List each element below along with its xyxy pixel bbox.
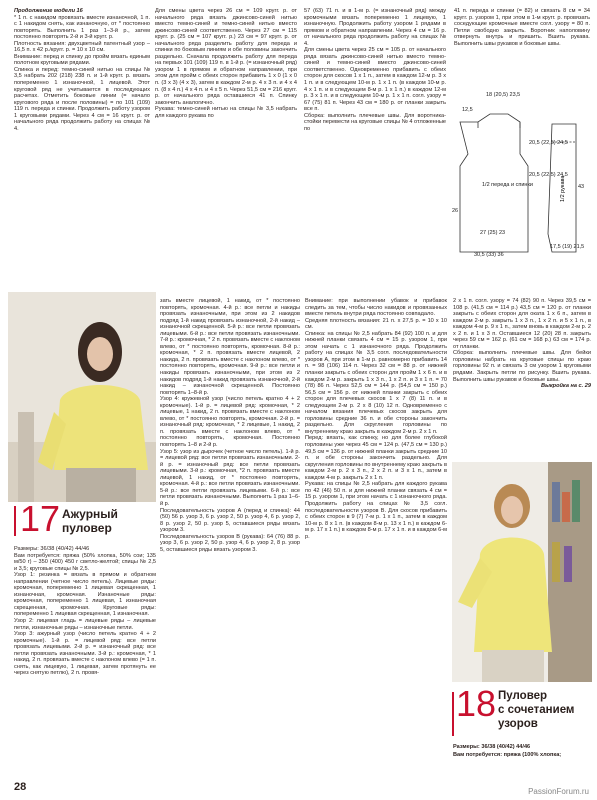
model18-title-line2: с сочетанием: [498, 704, 575, 716]
paragraph: Сборка: выполнить плечевые швы. Для воротника-стойки перевести на круговые спицы № 4 отложенные по: [304, 112, 446, 132]
paragraph: Узор 4: кружевной узор (число петель кратно 4 + 2 кромочные). 1-й р. = лицевой ряд: кромочная, * 2 лицевые, 1 накид, 2 п. провязать вместе с наклоном влево, от * постоянно повторять, кромочная. 2-й р. = изнаночный ряд: кромочная, * 2 лицевые, 1 накид, 2 п. провязать вместе с наклоном влево, от * постоянно повторять, кромочная. Постоянно повторять 1–8 и 2-й р.: [160, 396, 300, 449]
col3-mid-text: [305, 298, 447, 780]
dim-label: 18 (20,5) 23,5: [486, 92, 521, 98]
paragraph: зать вместе лицевой, 1 накид, от * постоянно повторять, кромочная. 4-й р.: все петли и накиды провязать изнаночными, при этом из 2 накидов подряд 1-й накид провязать изнаночной, 2-й накид – изнаночной скрещенной. 5-й р.: все петли провязать лицевыми. 6-й р.: все петли провязать изнаночными. 7-й р.: кромочная, * 2 п. провязать вместе с наклоном влево, от * постоянно повторять, кромочная. 8-й р.: кромочная, * 2 п. провязать вместе лицевой, 2 накида, 2 п. провязать вместе с наклоном влево, от * постоянно повторять, кромочная. 9-й р.: все петли и накиды провязать изнаночными, при этом из 2 накидов подряд 1-й накид провязать изнаночной, 2-й накид – изнаночной скрещенной. Постоянно повторять 1–8-й р.: [160, 298, 300, 396]
paragraph: Узор 1: резинка = вязать в прямом и обратном направлении (четное число петель). Лицевые ряды: кромочная, попеременно 1 лицевая скрещенная, 1 изнаночная, кромочная. Изнаночные ряды: кромочная, попеременно 1 лицевая, 1 изнаночная скрещенная, кромочная. Круговые ряды: попеременно 1 лицевая скрещенная, 1 изнаночная.: [14, 572, 156, 618]
model18-title-line3: узоров: [498, 718, 538, 730]
paragraph: 2 х 1 п. согл. узору = 74 (82) 90 п. Через 39,5 см = 108 р. (41,5 см = 114 р.) 43,5 см = 120 р. от планки закрыть с обеих сторон для оката 1 х 6 п., затем в каждом 2-м р. закрыть 1 х 3 п., 1 х 2 п. и 5 х 1 п., в каждом 4-м р. 9 х 1 п., затем вновь в каждом 2-м р. 2 х 2 п. и 1 х 3 п. Оставшиеся 12 (20) 28 п. закрыть через 59 см = 162 р. (61 см = 168 р.) 63 см = 174 р. от планки.: [453, 298, 591, 350]
paragraph: 57 (63) 71 п. и в 1-м р. (= изнаночный ряд) между кромочными вязать попеременно 1 лицевую, 1 изнаночную. Продолжить работу узором 1 рядами в прямом и обратном направлении. Через 4 см = 16 р. от начального ряда продолжить работу на спицах № 4.: [304, 8, 446, 47]
paragraph: * 1 п. с накидом провязать вместе изнаночной, 1 п. с 1 накидом снять, как изнаночную, от * постоянно повторять. Выполнить 1 раз 1–3-й р., затем постоянно повторять 2-й и 3-й кругг. р.: [14, 14, 150, 41]
paragraph: Плотность вязания: двухцветный патентный узор – 16,5 п. х 42 р./кругг. р. = 10 х 10 см.: [14, 40, 150, 54]
dim-label: 1/2 переда и спинки: [482, 182, 533, 188]
paragraph: Внимание: при выполнении убавок и прибавок следить за тем, чтобы число накидов и провязанных вместе петель внутри ряда постоянно совпадало.: [305, 298, 447, 318]
model18-photo: [452, 462, 592, 682]
paragraph: Выкройка на с. 29: [541, 383, 591, 390]
paragraph: Узор 5: узор из дырочек (четное число петель). 1-й р. = лицевой ряд: все петли провязать изнаночными. 2-й р. = изнаночный ряд: все петли провязать лицевыми. 3-й р.: кромочная, *2 п. провязать вместе лицевой, 1 накид, от * постоянно повторять, кромочная. 4-й р.: все петли провязать изнаночными. 5-й р.: все петли провязать лицевыми. 6-й р.: все петли провязать изнаночными. Выполнить 1 раз 1–6-й р.: [160, 448, 300, 507]
paragraph: 41 п. переда и спинки (= 82) и связать 8 см = 34 кругг. р. узором 1, при этом в 1-м кругг. р. провязать соседующие кромочные вместе согл. узору = 80 п. Петли свободно закрыть. Воротник наполовину отвернуть внутрь и пришить. Вшить рукава. Выполнить швы рукавов и боковые швы.: [454, 8, 590, 47]
dim-label: 17,5 (19) 21,5: [550, 244, 585, 250]
sleeve-label: 1/2 рукава: [560, 175, 566, 202]
model18-size-text: Размеры: 36/38 (40/42) 44/46: [453, 744, 531, 750]
dim-label: 20,5 (22,5) 24,5: [529, 140, 568, 146]
col3-top-text: [304, 8, 446, 292]
paragraph: Для смены цвета через 26 см = 109 кругг. р. от начального ряда вязать джинсово-синей нитью вместо темно-синей и темно-синей нитью вместо джинсово-синей соответственно. Через 27 см = 115 кругг. р. (25 см = 107 кругг. р.) 23 см = 97 кругг. р. от начального ряда разделить работу для переда и спинки по боковым линиям и обе половины закончить раздельно. Сначала продолжить работу для переда на первых 101 (109) 119 п. в 1-й р. (= изнаночный ряд) узором 1 в прямом и обратном направлении, при этом для пройм с обеих сторон прибавить 1 х 0 (1 х 0 п. (3 х 3) (4 х 3), затем в каждом 2-м р. 4 х 3 п. и 4 х 4 п. (8 х 4 п.) 4 х 4 п. и 4 х 5 п. Через 51,5 см = 216 кругг. р. от начального ряда оставшиеся 41 п. Спинку закончить аналогично.: [155, 8, 297, 106]
paragraph: Рукава: на спицы № 2,5 набрать для каждого рукава по 42 (46) 50 п. и для нижней планки связать 4 см = 15 р. узором 1, при этом начать с 1 изнаночного ряда. Продолжить работу на спицах № 3,5 согл. последовательности узоров В. Для скосов прибавить с обеих сторон в 9 (7) 7-м р. 1 х 1 п., затем в каждом 10-м р. 8 х 1 п. (в каждом 8-м р. 13 х 1 п.) в каждом 6-м р. 17 х 1 п.) в каждом 8-м р. 17 х 1 п. и в каждом 6-м р.: [305, 481, 447, 540]
paragraph: Внимание: перед и спинку до пройм вязать единым полотном круговыми рядами.: [14, 53, 150, 67]
dim-label: 26: [452, 208, 459, 214]
model18-title-line1: Пуловер: [498, 690, 548, 702]
model17-title-line1: Ажурный: [62, 507, 118, 521]
col2-top-text: [155, 8, 297, 292]
paragraph: Для смены цвета через 25 см = 105 р. от начального ряда вязать джинсово-синей нитью вместо темно-синей и темно-синей вместо джинсово-синей соответственно. Одновременно прибавить с обеих сторон для скосов 1 х 1 п., затем в каждом 12-м р. 3 х 1 п. и в следующем 10-м р. 1 х 1 п. (в каждом 10-м р. 4 х 1 п. и в следующем 8-м р. 1 х 1 п.) в каждом 12-м р. 3 х 1 п. и в следующем 10-м р. 1 х 1 п. согл. узору = 67 (75) 81 п. Через 43 см = 180 р. от планки закрыть все п.: [304, 47, 446, 113]
col4-top-text: [454, 8, 590, 84]
watermark: PassionForum.ru: [528, 787, 589, 796]
paragraph: Рукава: темно-синей нитью на спицы № 3,5 набрать для каждого рукава по: [155, 106, 297, 119]
dim-label: 12,5: [462, 107, 473, 113]
paragraph: Узор 2: лицевая гладь = лицевые ряды – лицевые петли, изнаночные ряды – изнаночные петли.: [14, 618, 156, 631]
col2-mid-text: [160, 298, 300, 780]
paragraph: Размеры: 36/38 (40/42) 44/46: [14, 546, 90, 552]
dim-label: 27 (25) 23: [480, 230, 506, 236]
paragraph: Продолжение модели 16: [14, 8, 83, 14]
col4-mid-text: [453, 298, 591, 458]
paragraph: Спинка и перед: темно-синей нитью на спицы № 3,5 набрать 202 (218) 238 п. и 1-й кругг. р. вязать попеременно 1 изнаночной, 1 лицевой. Этот круговой ряд не учитывается в последующих расчетах. Отметить боковые линии (= начало кругового ряда и после половины) = по 101 (109) 119 п. переда и спинки. Продолжить работу узором 1 круговыми рядами. Через 4 см = 16 кругг. р. от начального ряда продолжить работу на спицах № 4.: [14, 66, 150, 132]
dim-label: 43: [578, 184, 585, 190]
paragraph: Вам потребуется: пряжа (50% хлопка, 50% сои; 135 м/50 г) – 350 (400) 450 г светло-желтой; спицы № 2,5 и 3,5; круговые спицы № 2,5.: [14, 552, 156, 572]
dim-label: 20,5 (22,5) 24,5: [529, 172, 568, 178]
paragraph: Средняя плотность вязания: 21 п. х 27,5 р. = 10 х 10 см.: [305, 317, 447, 331]
paragraph: Перед: вязать, как спинку, но для более глубокой горловины уже через 45 см = 124 р. (47,5 см = 130 р.) 49,5 см = 136 р. от нижней планки закрыть средние 10 п. и обе стороны закончить раздельно. Для скругления горловины по внутреннему краю закрыть в каждом 2-м р. 2 х 3 п., 2 х 2 п. и 3 х 1 п., затем в каждом 4-м р. закрыть 2 х 1 п.: [305, 435, 447, 481]
col1-top-text: [14, 8, 150, 292]
pattern-diagram: [450, 84, 592, 258]
page-number: 28: [14, 781, 27, 793]
model17-text: [14, 546, 156, 778]
model18-need: [453, 752, 593, 760]
paragraph: Последовательность узоров А (перед и спинка): 44 (50) 56 р. узор 3, 6 р. узор 2, 50 р. узор 4, 6 р. узор 2, 8 р. узор 2, 50 р. узор 5, оставшиеся ряды вязать узором 3.: [160, 507, 300, 534]
model17-photo: [8, 292, 156, 502]
model18-need-text: Вам потребуется: пряжа (100% хлопка;: [453, 752, 562, 758]
paragraph: Последовательность узоров В (рукава): 64 (76) 88 р. узор 3, 6 р. узор 2, 50 р. узор 4, 6 р. узор 2, 8 р. узор 5, оставшиеся ряды вязать узором 3.: [160, 533, 300, 553]
model17-number: 17: [20, 498, 61, 539]
paragraph: Сборка: выполнить плечевые швы. Для бейки горловины набрать на круговые спицы по краю горловины 92 п. и связать 3 см узором 1 круговыми рядами. Закрыть петли по рисунку. Вшить рукава. Выполнить швы рукавов и боковые швы.: [453, 350, 591, 383]
model18-number: 18: [456, 683, 497, 724]
model17-rule: [14, 506, 16, 536]
paragraph: Спинка: на спицы № 2,5 набрать 84 (92) 100 п. и для нижней планки связать 4 см = 15 р. узором 1, при этом начать с 1 изнаночного ряда. Продолжить работу на спицах № 3,5 согл. последовательности узоров А, при этом в 1-м р. равномерно прибавить 14 п. = 98 (106) 114 п. Через 32 см = 88 р. от нижней планки закрыть с обеих сторон для пройм 1 х 6 п. и в каждом 2-м р. закрыть 1 х 3 п., 1 х 2 п. и 3 х 1 п. = 70 (78) 86 п. Через 52,5 см = 144 р. (54,5 см = 150 р.) 56,5 см = 156 р. от нижней планки закрыть с обеих сторон для плечевых скосов 1 х 7 (8) 11 п. и в следующем 2-м р. 2 х 8 (10) 12 п. Одновременно с началом вязания плечевых скосов закрыть для горловины средние 36 п. и обе стороны закончить раздельно. Для скругления горловины по внутреннему краю закрыть в каждом 2-м р. 2 х 1 п.: [305, 330, 447, 435]
model17-title-line2: пуловер: [62, 521, 112, 535]
paragraph: Узор 3: ажурный узор (число петель кратно 4 + 2 кромочные). 1-й р. = лицевой ряд: все петли провязать лицевыми. 2-й р. = изнаночный ряд: все петли провязать изнаночными. 3-й р.: кромочная, * 1 накид, 2 п. провязать вместе с наклоном влево (= 1 п. снять, как лицевую, 1 лицевая, затем протянуть ее через снятую петлю), 2 п. провя-: [14, 631, 156, 677]
model18-rule: [452, 692, 454, 736]
dim-label: 30,5 (33) 36: [474, 252, 504, 258]
model18-size: [453, 744, 593, 752]
